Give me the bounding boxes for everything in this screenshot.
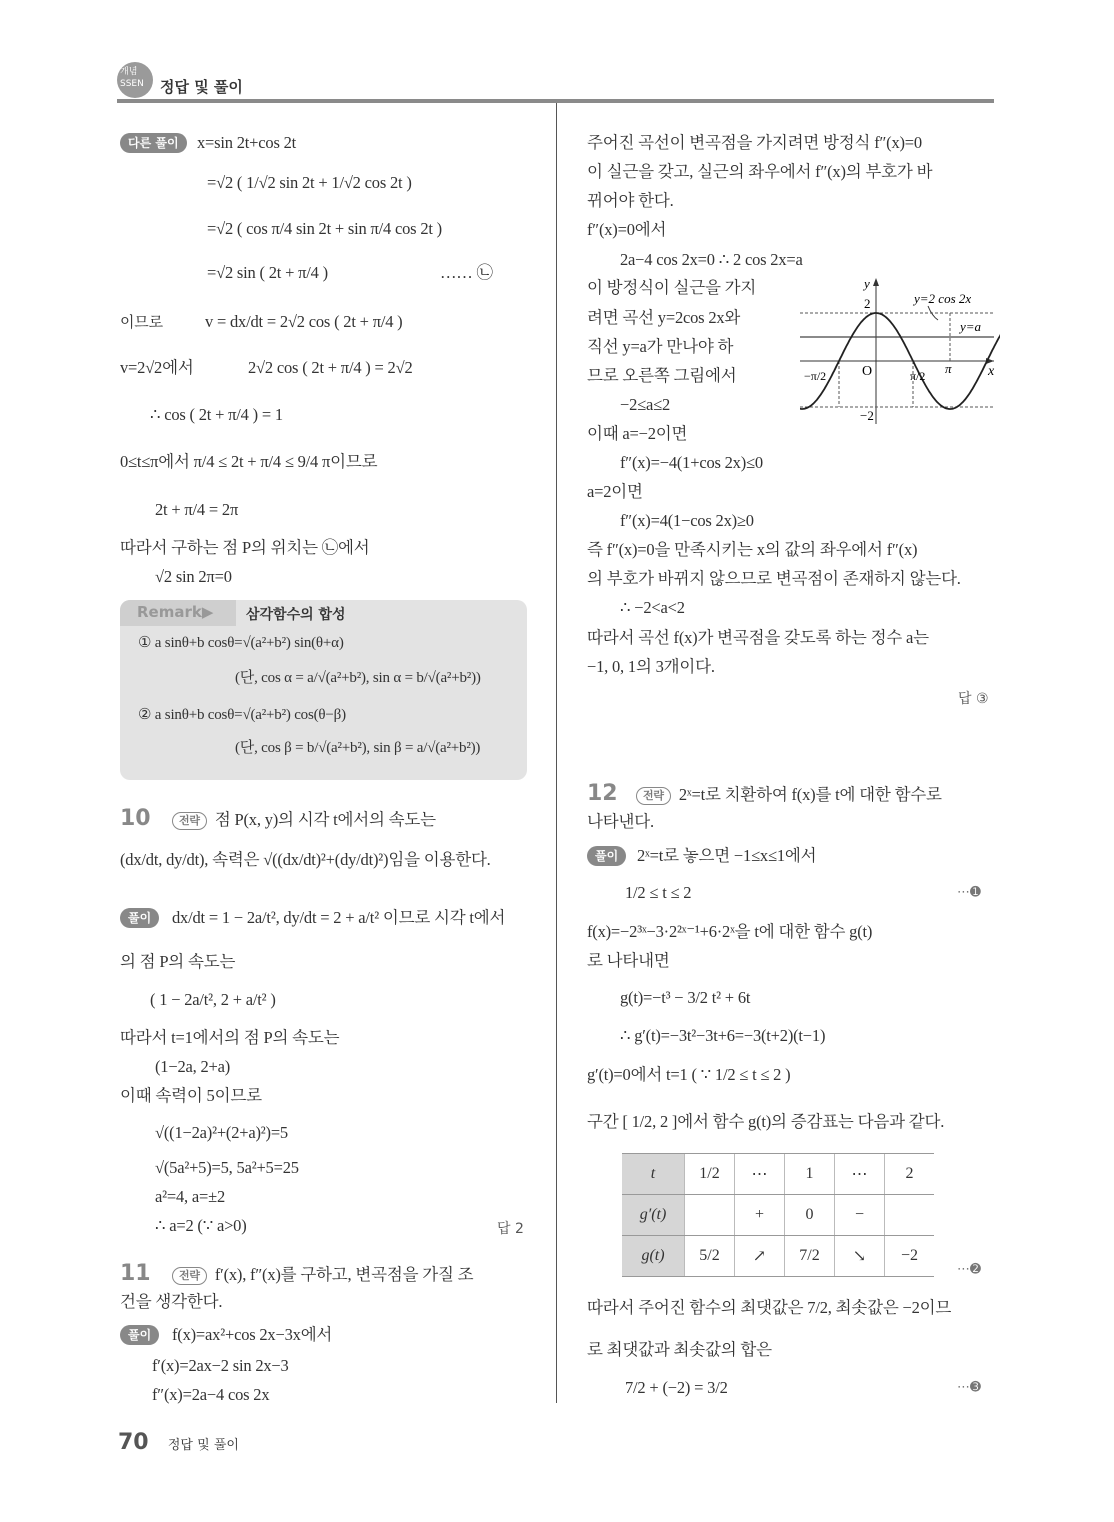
- math-line: f″(x)=4(1−cos 2x)≥0: [620, 511, 754, 530]
- table-cell: ↘: [835, 1236, 885, 1277]
- line-label: y=a: [960, 319, 982, 334]
- table-cell: [885, 1195, 935, 1236]
- table-cell: [685, 1195, 735, 1236]
- remark-line: ② a sinθ+b cosθ=√(a²+b²) cos(θ−β): [138, 707, 346, 723]
- step-marker: ⋯➌: [957, 1380, 981, 1395]
- table-cell: 1/2: [685, 1154, 735, 1195]
- y-axis-label: y: [864, 276, 870, 291]
- math-line: 2a−4 cos 2x=0 ∴ 2 cos 2x=a: [620, 250, 803, 269]
- strategy-text: 2ˣ=t로 치환하여 f(x)를 t에 대한 함수로: [678, 785, 942, 804]
- page-footer: [118, 1430, 239, 1455]
- text-line: 이때 속력이 5이므로: [120, 1086, 262, 1105]
- answer-mark: 답 ③: [958, 691, 989, 707]
- table-cell: 2: [885, 1154, 935, 1195]
- math-line: v=2√2에서: [120, 358, 194, 377]
- remark-line: (단, cos β = b/√(a²+b²), sin β = a/√(a²+b²)): [235, 740, 481, 756]
- step-marker: ⋯➋: [957, 1262, 981, 1277]
- text-line: 의 부호가 바뀌지 않으므로 변곡점이 존재하지 않는다.: [587, 569, 961, 588]
- math-line: −2≤a≤2: [620, 395, 671, 414]
- table-row: [622, 1154, 934, 1195]
- math-line: ∴ a=2 (∵ a>0): [155, 1216, 247, 1235]
- solution-badge: 풀이: [120, 1325, 159, 1345]
- table-header-cell: t: [622, 1154, 685, 1195]
- math-line: 1/2 ≤ t ≤ 2: [625, 883, 692, 902]
- y-max-label: 2: [864, 296, 871, 311]
- math-line: √(5a²+5)=5, 5a²+5=25: [155, 1158, 299, 1177]
- remark-line: (단, cos α = a/√(a²+b²), sin α = b/√(a²+b²)): [235, 670, 481, 686]
- math-line: ∴ −2<a<2: [620, 598, 685, 617]
- table-cell: −: [835, 1195, 885, 1236]
- text-line: f″(x)=0에서: [587, 220, 667, 239]
- column-divider: [556, 103, 557, 1403]
- strategy-badge: 전략: [172, 812, 207, 830]
- table-cell: 7/2: [785, 1236, 835, 1277]
- y-min-label: −2: [860, 408, 874, 423]
- problem-number: 10: [120, 806, 151, 831]
- math-line: √((1−2a)²+(2+a)²)=5: [155, 1123, 288, 1142]
- strategy-text: 점 P(x, y)의 시각 t에서의 속도는: [214, 810, 436, 829]
- math-line: ( 1 − 2a/t², 2 + a/t² ): [150, 990, 276, 1009]
- text-line: 이 실근을 갖고, 실근의 좌우에서 f″(x)의 부호가 바: [587, 162, 933, 181]
- text-line: a=2이면: [587, 482, 643, 501]
- text-line: 므로 오른쪽 그림에서: [587, 366, 737, 385]
- text-line: 따라서 주어진 함수의 최댓값은 7/2, 최솟값은 −2이므: [587, 1298, 952, 1317]
- text-line: 따라서 구하는 점 P의 위치는 ㉡에서: [120, 538, 370, 557]
- strategy-line: [636, 784, 942, 806]
- math-line: =√2 ( cos π/4 sin 2t + sin π/4 cos 2t ): [207, 219, 442, 238]
- math-line: ∴ g′(t)=−3t²−3t+6=−3(t+2)(t−1): [620, 1026, 826, 1045]
- math-line: dx/dt = 1 − 2a/t², dy/dt = 2 + a/t² 이므로 시각 t에서: [172, 908, 506, 927]
- math-line: =√2 ( 1/√2 sin 2t + 1/√2 cos 2t ): [207, 173, 412, 192]
- text-line: 구간 [ 1/2, 2 ]에서 함수 g(t)의 증감표는 다음과 같다.: [587, 1112, 945, 1131]
- x-pi-label: π: [945, 361, 952, 376]
- solution-badge: 풀이: [587, 846, 626, 866]
- text-line: −1, 0, 1의 3개이다.: [587, 657, 715, 676]
- text-line: 직선 y=a가 만나야 하: [587, 337, 734, 356]
- text-line: 이므로: [120, 313, 163, 331]
- strategy-badge: 전략: [172, 1267, 207, 1285]
- text-line: 따라서 t=1에서의 점 P의 속도는: [120, 1028, 340, 1047]
- math-line: f″(x)=−4(1+cos 2x)≤0: [620, 453, 763, 472]
- math-line: a²=4, a=±2: [155, 1187, 226, 1206]
- math-line: f(x)=−2³ˣ−3·2²ˣ⁻¹+6·2ˣ을 t에 대한 함수 g(t): [587, 922, 873, 941]
- table-cell: 1: [785, 1154, 835, 1195]
- table-cell: 0: [785, 1195, 835, 1236]
- table-cell: ⋯: [735, 1154, 785, 1195]
- remark-line: ① a sinθ+b cosθ=√(a²+b²) sin(θ+α): [138, 635, 344, 651]
- table-row: [622, 1236, 934, 1277]
- text-line: 려면 곡선 y=2cos 2x와: [587, 308, 741, 327]
- math-line: √2 sin 2π=0: [155, 567, 232, 586]
- origin-label: O: [862, 364, 873, 379]
- x-neg-half-pi-label: −π/2: [804, 369, 827, 383]
- table-cell: ↗: [735, 1236, 785, 1277]
- math-line: 7/2 + (−2) = 3/2: [625, 1378, 728, 1397]
- answer-mark: 답 2: [497, 1221, 524, 1237]
- page-number: 70: [118, 1430, 149, 1455]
- strategy-text: 건을 생각한다.: [120, 1292, 223, 1311]
- cosine-graph: [800, 276, 1000, 426]
- math-line: g(t)=−t³ − 3/2 t² + 6t: [620, 988, 751, 1007]
- y-axis-arrow-icon: [873, 278, 879, 286]
- footer-title: 정답 및 풀이: [167, 1438, 239, 1453]
- increase-decrease-table: [622, 1153, 934, 1277]
- table-header-cell: g′(t): [622, 1195, 685, 1236]
- math-line: ∴ cos ( 2t + π/4 ) = 1: [150, 405, 283, 424]
- table-cell: +: [735, 1195, 785, 1236]
- math-line: f″(x)=2a−4 cos 2x: [152, 1385, 270, 1404]
- table-cell: 5/2: [685, 1236, 735, 1277]
- series-logo: 개념 SSEN: [117, 62, 153, 98]
- strategy-text: (dx/dt, dy/dt), 속력은 √((dx/dt)²+(dy/dt)²)임을 이용한다.: [120, 850, 491, 869]
- x-axis-label: x: [988, 364, 995, 379]
- math-line: f(x)=ax²+cos 2x−3x에서: [172, 1325, 333, 1344]
- math-line: v = dx/dt = 2√2 cos ( 2t + π/4 ): [205, 312, 403, 331]
- text-line: 이때 a=−2이면: [587, 424, 688, 443]
- problem-number: 12: [587, 781, 618, 806]
- curve-label: y=2 cos 2x: [914, 291, 972, 306]
- math-line: =√2 sin ( 2t + π/4 ): [207, 263, 328, 282]
- equation-tag: …… ㉡: [440, 263, 493, 282]
- math-line: 2ˣ=t로 놓으면 −1≤x≤1에서: [637, 846, 817, 865]
- problem-number: 11: [120, 1261, 151, 1286]
- table-cell: −2: [885, 1236, 935, 1277]
- table-header-cell: g(t): [622, 1236, 685, 1277]
- remark-label: Remark▶: [137, 603, 214, 621]
- math-line: (1−2a, 2+a): [155, 1057, 231, 1076]
- text-line: 따라서 곡선 f(x)가 변곡점을 갖도록 하는 정수 a는: [587, 628, 929, 647]
- text-line: 의 점 P의 속도는: [120, 952, 236, 971]
- text-line: 이 방정식이 실근을 가지: [587, 278, 757, 297]
- math-line: f′(x)=2ax−2 sin 2x−3: [152, 1356, 289, 1375]
- strategy-badge: 전략: [636, 787, 671, 805]
- alt-solution-badge: 다른 풀이: [120, 133, 187, 153]
- strategy-text: f′(x), f″(x)를 구하고, 변곡점을 가질 조: [214, 1265, 474, 1284]
- strategy-line: [172, 809, 436, 831]
- table-cell: ⋯: [835, 1154, 885, 1195]
- math-line: 2√2 cos ( 2t + π/4 ) = 2√2: [248, 358, 413, 377]
- remark-title: 삼각함수의 합성: [246, 607, 346, 623]
- text-line: 로 최댓값과 최솟값의 합은: [587, 1340, 772, 1359]
- math-line: x=sin 2t+cos 2t: [197, 133, 297, 152]
- math-line: 0≤t≤π에서 π/4 ≤ 2t + π/4 ≤ 9/4 π이므로: [120, 452, 378, 471]
- text-line: 로 나타내면: [587, 951, 670, 970]
- text-line: 뀌어야 한다.: [587, 191, 674, 210]
- text-line: 즉 f″(x)=0을 만족시키는 x의 값의 좌우에서 f″(x): [587, 540, 918, 559]
- solution-badge: 풀이: [120, 908, 159, 928]
- header-title: 정답 및 풀이: [160, 78, 243, 96]
- strategy-text: 나타낸다.: [587, 812, 654, 831]
- table-row: [622, 1195, 934, 1236]
- math-line: 2t + π/4 = 2π: [155, 500, 239, 519]
- step-marker: ⋯➊: [957, 885, 981, 900]
- x-half-pi-label: π/2: [910, 369, 926, 383]
- strategy-line: [172, 1264, 473, 1286]
- math-line: g′(t)=0에서 t=1 ( ∵ 1/2 ≤ t ≤ 2 ): [587, 1065, 791, 1084]
- text-line: 주어진 곡선이 변곡점을 가지려면 방정식 f″(x)=0: [587, 133, 922, 152]
